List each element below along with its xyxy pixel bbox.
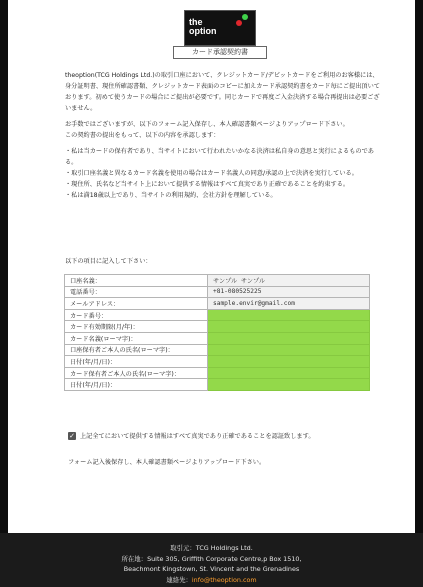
certify-checkbox-label: 上記全てにおいて提供する情報はすべて真実であり正確であることを認証致します。 bbox=[80, 433, 315, 440]
logo-green-dot bbox=[242, 14, 248, 20]
form-label-card-expiry: カード有効期限(月/年)： bbox=[65, 321, 208, 333]
form-row bbox=[65, 275, 370, 287]
card-expiry-field[interactable] bbox=[208, 321, 370, 333]
form-row bbox=[65, 286, 370, 298]
form-label-date-2: 日付(年/月/日)： bbox=[65, 379, 208, 391]
account-holder-signature-field[interactable] bbox=[208, 344, 370, 356]
logo-line-1: the bbox=[189, 17, 203, 27]
certify-checkbox-row[interactable] bbox=[68, 431, 315, 440]
intro-paragraph-3: この契約書の提出をもって、以下の内容を承認します： bbox=[65, 132, 220, 139]
footer-contact-label: 連絡先： bbox=[166, 575, 192, 584]
form-row bbox=[65, 367, 370, 379]
form-label-date-1: 日付(年/月/日)： bbox=[65, 356, 208, 368]
date-field-2[interactable] bbox=[208, 379, 370, 391]
checkbox-checked-icon[interactable]: ✓ bbox=[69, 431, 75, 440]
form-label-card-holder-name: カード名義(ローマ字)： bbox=[65, 332, 208, 344]
intro-text bbox=[65, 70, 383, 201]
footer-email-link[interactable]: info@theoption.com bbox=[191, 575, 257, 584]
footer-contact bbox=[0, 575, 423, 586]
logo-line-2: option bbox=[189, 26, 217, 36]
date-field-1[interactable] bbox=[208, 356, 370, 368]
card-approval-form bbox=[64, 274, 370, 391]
document-title: カード承認契約書 bbox=[173, 46, 267, 59]
form-row bbox=[65, 332, 370, 344]
company-footer bbox=[0, 533, 423, 587]
agreement-bullet-3: ・現住所、氏名など当サイト上において提供する情報はすべて真実であり正確であることを約束する。 bbox=[65, 181, 350, 188]
theoption-logo bbox=[184, 10, 256, 46]
agreement-bullet-1: ・私は当カードの保有者であり、当サイトにおいて行われたいかなる決済は私自身の意思と実行によるものである。 bbox=[65, 148, 374, 166]
intro-paragraph-2: お手数ではございますが、以下のフォーム記入保存し、本人確認書類ページよりアップロード下さい。 bbox=[65, 121, 349, 128]
form-row bbox=[65, 309, 370, 321]
form-row bbox=[65, 344, 370, 356]
document-page bbox=[8, 0, 415, 587]
footer-company: 取引元：TCG Holdings Ltd. bbox=[170, 544, 253, 552]
phone-field[interactable]: +81-080525225 bbox=[208, 286, 370, 298]
email-field[interactable]: sample.envir@gmail.com bbox=[208, 298, 370, 310]
form-label-account-holder-signature: 口座保有者ご本人の氏名(ローマ字)： bbox=[65, 344, 208, 356]
form-label-card-number: カード番号： bbox=[65, 309, 208, 321]
card-holder-signature-field[interactable] bbox=[208, 367, 370, 379]
form-row bbox=[65, 356, 370, 368]
upload-footnote: フォーム記入後保存し、本人確認書類ページよりアップロード下さい。 bbox=[68, 459, 266, 466]
card-number-field[interactable] bbox=[208, 309, 370, 321]
footer-address-line-2: Beachmont Kingstown, St. Vincent and the Grenadines bbox=[123, 565, 300, 573]
form-label-phone: 電話番号： bbox=[65, 286, 208, 298]
fill-instructions: 以下の項目に記入して下さい： bbox=[65, 258, 152, 265]
form-label-account-name: 口座名義： bbox=[65, 275, 208, 287]
intro-paragraph-1: theoption(TCG Holdings Ltd.)の取引口座において、クレジットカード/デビットカードをご利用のお客様には、身分証明書、現住所確認書類、クレジットカード表面のコピーに加えカード承認契約書をカード毎にご提出頂いております。初めて使うカードの場合にご提出が必要です。同じカードで再度ご入金決済する場合再提出は必要ございません。 bbox=[65, 72, 380, 112]
form-row bbox=[65, 298, 370, 310]
agreement-bullet-4: ・私は満18歳以上であり、当サイトの利用規約、会社方針を理解している。 bbox=[65, 192, 277, 199]
form-label-card-holder-signature: カード保有者ご本人の氏名(ローマ字)： bbox=[65, 367, 208, 379]
form-label-email: メールアドレス： bbox=[65, 298, 208, 310]
agreement-bullet-2: ・取引口座名義と異なるカード名義を使用の場合はカード名義人の同意/承認の上で決済を実行している。 bbox=[65, 170, 358, 177]
logo-red-dot bbox=[236, 20, 242, 26]
account-name-field[interactable]: サンプル サンプル bbox=[208, 275, 370, 287]
form-row bbox=[65, 379, 370, 391]
logo-text bbox=[189, 18, 217, 36]
card-holder-name-field[interactable] bbox=[208, 332, 370, 344]
form-row bbox=[65, 321, 370, 333]
footer-address-line-1: 所在地：Suite 305, Griffith Corporate Centre,p Box 1510, bbox=[121, 554, 302, 563]
